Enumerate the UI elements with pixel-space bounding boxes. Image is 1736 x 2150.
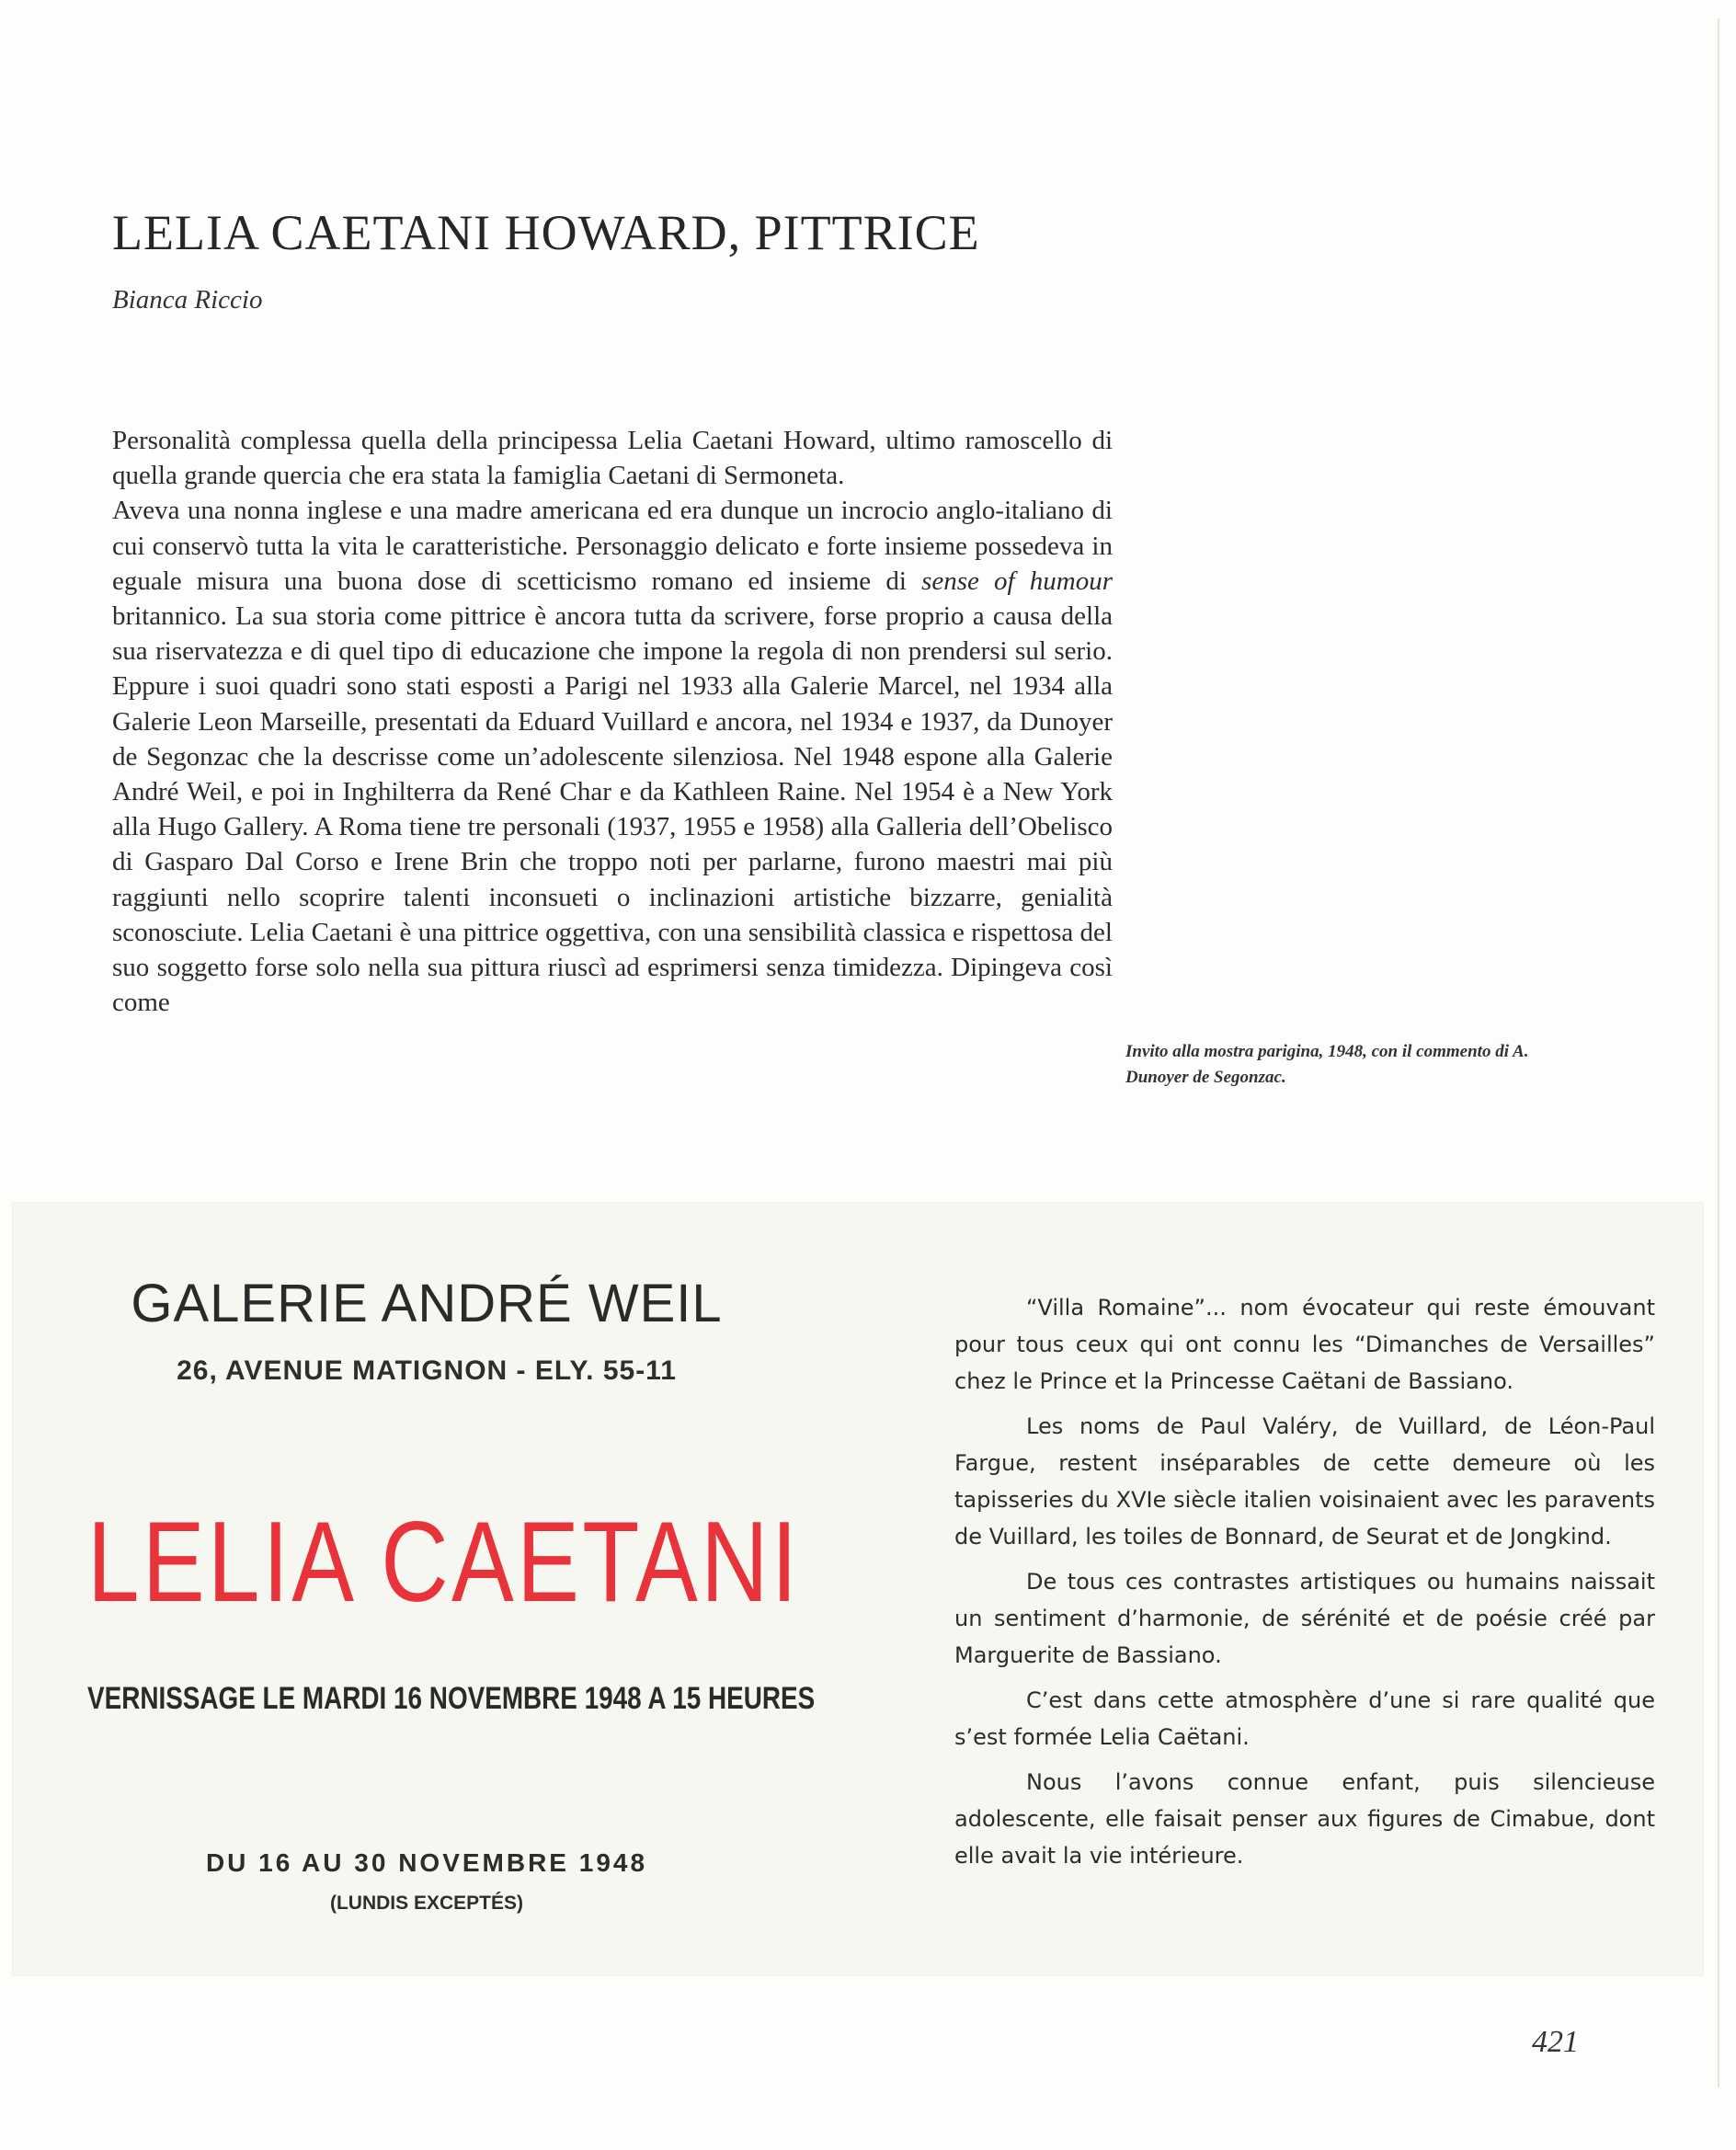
page-edge-line	[1718, 18, 1719, 2087]
figure-caption: Invito alla mostra parigina, 1948, con il commento di A. Dunoyer de Segonzac.	[1125, 1042, 1529, 1087]
invitation-card	[13, 1203, 1703, 1975]
article-title: LELIA CAETANI HOWARD, PITTRICE	[112, 205, 980, 260]
invitation-address: 26, AVENUE MATIGNON - ELY. 55-11	[177, 1355, 677, 1386]
comment-paragraph: Les noms de Paul Valéry, de Vuillard, de Léon-Paul Fargue, restent inséparables de cette demeure où les tapisseries du XVIe siècle italien voisinaient avec les paravents de Vuillard, les toiles de Bonnard, de Seurat et de Jongkind.	[954, 1413, 1655, 1550]
comment-paragraph: De tous ces contrastes artistiques ou humains naissait un sentiment d’harmonie, de sérénité et de poésie créé par Marguerite de Bassiano.	[954, 1569, 1655, 1668]
invitation-dates: DU 16 AU 30 NOVEMBRE 1948	[205, 1848, 648, 1877]
body-paragraph-text: Personalità complessa quella della principessa Lelia Caetani Howard, ultimo ramoscello di quella grande quercia che era stata la famiglia Caetani di Sermoneta.	[112, 426, 1113, 491]
body-paragraph	[112, 423, 1113, 493]
comment-paragraph: Nous l’avons connue enfant, puis silencieuse adolescente, elle faisait penser aux figures de Cimabue, dont elle avait la vie intérieure.	[954, 1769, 1655, 1869]
invitation-comment	[954, 1289, 1655, 1882]
article-body	[112, 423, 1113, 1020]
invitation-vernissage: VERNISSAGE LE MARDI 16 NOVEMBRE 1948 A 15 HEURES	[87, 1681, 816, 1716]
invitation-closed-days: (LUNDIS EXCEPTÉS)	[329, 1893, 524, 1914]
body-paragraph	[112, 493, 1113, 1020]
body-italic-phrase: sense of humour	[921, 566, 1113, 596]
comment-paragraph: C’est dans cette atmosphère d’une si rare qualité que s’est formée Lelia Caëtani.	[954, 1687, 1655, 1750]
body-paragraph-text: Aveva una nonna inglese e una madre americana ed era dunque un incrocio anglo-italiano di cui conservò tutta la vita le caratteristiche. Personaggio delicato e forte insieme possedeva in eguale misura una buona dose di scetticismo romano ed insieme di	[112, 496, 1113, 596]
invitation-gallery-name: GALERIE ANDRÉ WEIL	[131, 1274, 723, 1333]
body-paragraph-text: britannico. La sua storia come pittrice è ancora tutta da scrivere, forse proprio a causa della sua riservatezza e di quel tipo di educazione che impone la regola di non prendersi sul serio. Eppure i suoi quadri sono stati esposti a Parigi nel 1933 alla Galerie Marcel, nel 1934 alla Galerie Leon Marseille, presentati da Eduard Vuillard e ancora, nel 1934 e 1937, da Dunoyer de Segonzac che la descrisse come un’adolescente silenziosa. Nel 1948 espone alla Galerie André Weil, e poi in Inghilterra da René Char e da Kathleen Raine. Nel 1954 è a New York alla Hugo Gallery. A Roma tiene tre personali (1937, 1955 e 1958) alla Galleria dell’Obelisco di Gasparo Dal Corso e Irene Brin che troppo noti per parlarne, furono maestri mai più raggiunti nello scoprire talenti inconsueti o inclinazioni artistiche bizzarre, genialità sconosciute. Lelia Caetani è una pittrice oggettiva, con una sensibilità classica e rispettosa del suo soggetto forse solo nella sua pittura riuscì ad esprimersi senza timidezza. Dipingeva così come	[112, 601, 1113, 1018]
article-author: Bianca Riccio	[112, 285, 263, 314]
page-number: 421	[1532, 2025, 1579, 2059]
invitation-artist-name: LELIA CAETANI	[87, 1499, 801, 1626]
comment-paragraph: “Villa Romaine”... nom évocateur qui reste émouvant pour tous ceux qui ont connu les “Dimanches de Versailles” chez le Prince et la Princesse Caëtani de Bassiano.	[954, 1295, 1655, 1394]
